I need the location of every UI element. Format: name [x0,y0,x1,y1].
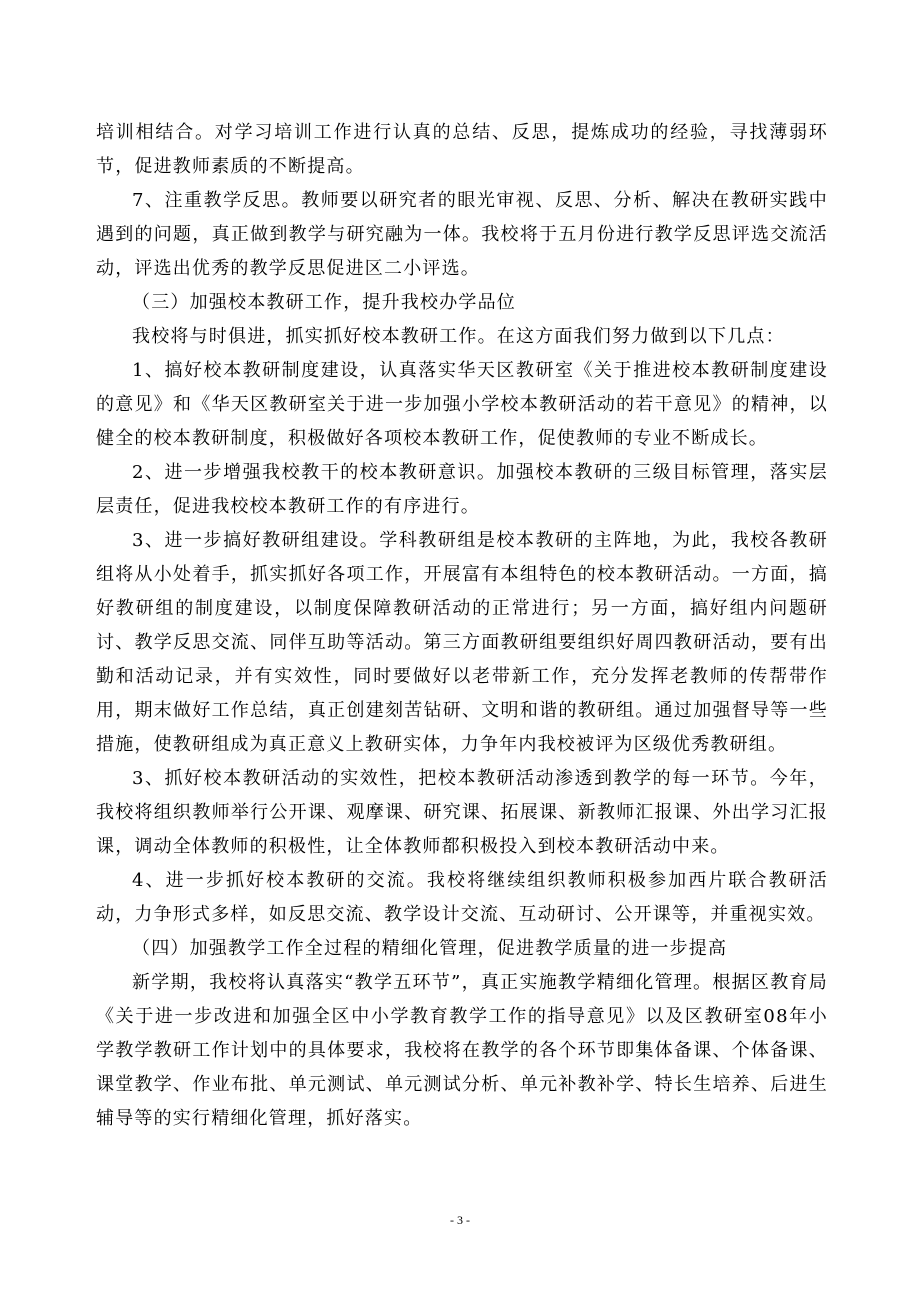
paragraph-continued-training: 培训相结合。对学习培训工作进行认真的总结、反思，提炼成功的经验，寻找薄弱环节，促进教师素质的不断提高。 [96,122,828,177]
paragraph-item-3-effectiveness: 3、抓好校本教研活动的实效性，把校本教研活动渗透到教学的每一环节。今年，我校将组织教师举行公开课、观摩课、研究课、拓展课、新教师汇报课、外出学习汇报课，调动全体教师的积极性，让全体教师都积极投入到校本教研活动中来。 [96,768,828,857]
paragraph-item-4-exchange: 4、进一步抓好校本教研的交流。我校将继续组织教师积极参加西片联合教研活动，力争形式多样，如反思交流、教学设计交流、互动研讨、公开课等，并重视实效。 [96,870,828,925]
paragraph-item-1-system: 1、搞好校本教研制度建设，认真落实华天区教研室《关于推进校本教研制度建设的意见》和《华天区教研室关于进一步加强小学校本教研活动的若干意见》的精神，以健全的校本教研制度，积极做好各项校本教研工作，促使教师的专业不断成长。 [96,360,828,449]
paragraph-teaching-reflection: 7、注重教学反思。教师要以研究者的眼光审视、反思、分析、解决在教研实践中遇到的问题，真正做到教学与研究融为一体。我校将于五月份进行教学反思评选交流活动，评选出优秀的教学反思促进区二小评选。 [96,190,828,279]
page-number: - 3 - [450,1213,470,1227]
paragraph-school-research-intro: 我校将与时俱进，抓实抓好校本教研工作。在这方面我们努力做到以下几点： [132,326,785,347]
section-heading-three: （三）加强校本教研工作，提升我校办学品位 [132,292,516,313]
paragraph-new-semester: 新学期，我校将认真落实“教学五环节”，真正实施教学精细化管理。根据区教育局《关于进一步改进和加强全区中小学教育教学工作的指导意见》以及区教研室08年小学教学教研工作计划中的具体要求，我校将在教学的各个环节即集体备课、个体备课、课堂教学、作业布批、单元测试、单元测试分析、单元补教补学、特长生培养、后进生辅导等的实行精细化管理，抓好落实。 [96,972,828,1129]
section-heading-four: （四）加强教学工作全过程的精细化管理，促进教学质量的进一步提高 [132,938,728,959]
paragraph-item-2-awareness: 2、进一步增强我校教干的校本教研意识。加强校本教研的三级目标管理，落实层层责任，促进我校校本教研工作的有序进行。 [96,462,828,517]
document-body [96,116,828,1136]
paragraph-item-3-group-building: 3、进一步搞好教研组建设。学科教研组是校本教研的主阵地，为此，我校各教研组将从小处着手，抓实抓好各项工作，开展富有本组特色的校本教研活动。一方面，搞好教研组的制度建设，以制度保障教研活动的正常进行；另一方面，搞好组内问题研讨、教学反思交流、同伴互助等活动。第三方面教研组要组织好周四教研活动，要有出勤和活动记录，并有实效性，同时要做好以老带新工作，充分发挥老教师的传帮带作用，期末做好工作总结，真正创建刻苦钻研、文明和谐的教研组。通过加强督导等一些措施，使教研组成为真正意义上教研实体，力争年内我校被评为区级优秀教研组。 [96,530,828,755]
